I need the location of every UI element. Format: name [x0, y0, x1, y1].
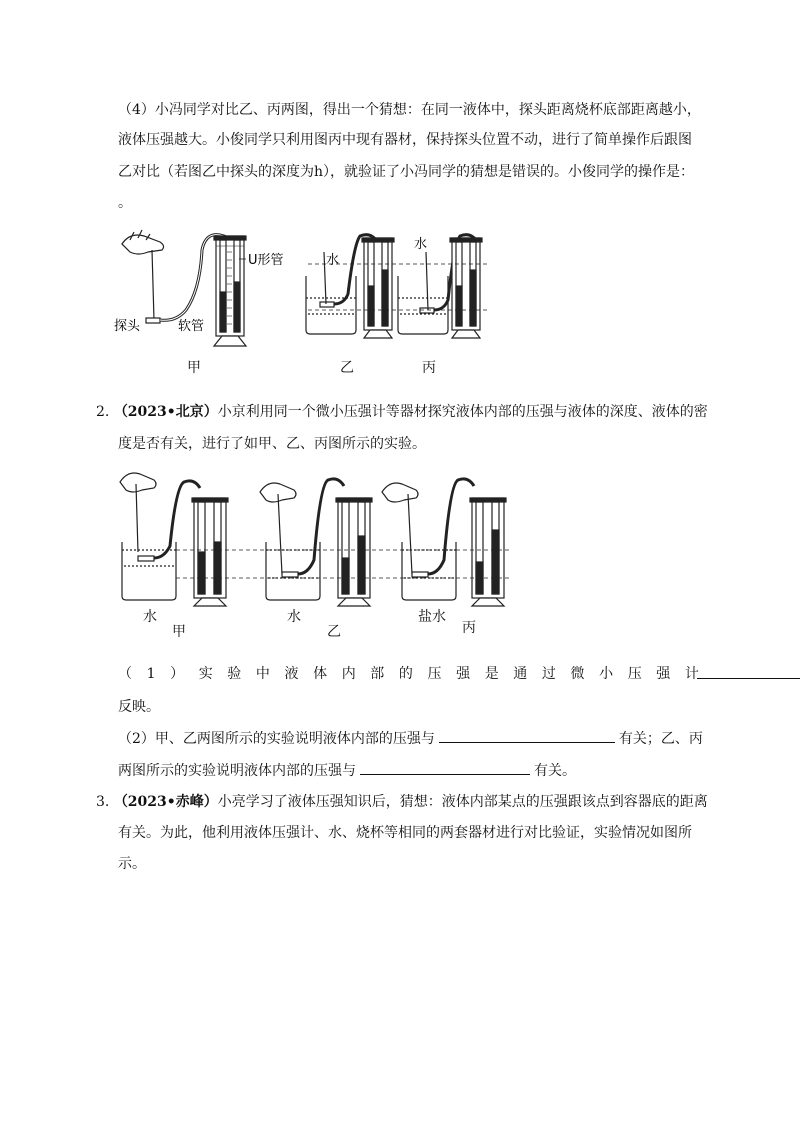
q2-part2-line2 — [118, 760, 576, 781]
q3-line1 — [96, 792, 708, 812]
fig1-label-water-c: 水 — [414, 237, 428, 252]
fig2-liquid-a: 水 — [143, 609, 157, 625]
q3-source: （2023•赤峰） — [113, 794, 218, 810]
q1-part4-line1: （4）小冯同学对比乙、丙两图，得出一个猜想：在同一液体中，探头距离烧杯底部距离越小， — [118, 102, 701, 118]
fig1-label-water-b: 水 — [326, 253, 340, 268]
q2-part2-c: 两图所示的实验说明液体内部的压强与 — [118, 763, 356, 779]
fig1-label-utube: U形管 — [248, 253, 284, 268]
q2-part1-end: 反映。 — [118, 699, 160, 715]
q3-stem-line1: 小亮学习了液体压强知识后，猜想：液体内部某点的压强跟该点到容器底的距离 — [217, 794, 708, 810]
q2-part2-line1 — [118, 728, 703, 749]
fig2-apparatus-a — [120, 473, 228, 606]
q1-part4-line4: 。 — [118, 195, 132, 211]
figure-2 — [112, 462, 532, 612]
fig2-liquid-c: 盐水 — [418, 609, 446, 625]
fig2-apparatus-c — [382, 479, 506, 606]
fig2-liquid-b: 水 — [287, 609, 301, 625]
q2-part2-d: 有关。 — [534, 763, 576, 779]
q2-part2-b: 有关；乙、丙 — [618, 731, 703, 747]
q3-number: 3. — [96, 794, 110, 810]
fig2-caption-b: 乙 — [327, 624, 341, 640]
fig1-label-hose: 软管 — [178, 319, 205, 334]
fig2-apparatus-b — [260, 479, 372, 606]
q1-part4-line2: 液体压强越大。小俊同学只利用图丙中现有器材，保持探头位置不动，进行了简单操作后跟图 — [118, 132, 692, 148]
fig2-caption-c: 丙 — [462, 620, 476, 636]
fig1-apparatus-b — [306, 235, 394, 338]
q2-line1 — [96, 402, 708, 422]
q1-part4-line3: 乙对比（若图乙中探头的深度为h），就验证了小冯同学的猜想是错误的。小俊同学的操作是： — [118, 164, 695, 180]
q2-part2-blank2[interactable] — [360, 760, 530, 775]
fig1-apparatus-c — [398, 235, 482, 338]
fig1-caption-a: 甲 — [187, 360, 201, 376]
q2-line2: 度是否有关，进行了如甲、乙、丙图所示的实验。 — [118, 436, 426, 452]
figure-1 — [108, 222, 508, 352]
q2-part1-blank[interactable] — [697, 664, 800, 679]
q2-source: （2023•北京） — [113, 404, 218, 420]
q3-line3: 示。 — [118, 856, 146, 872]
q3-line2: 有关。为此，他利用液体压强计、水、烧杯等相同的两套器材进行对比验证，实验情况如图所 — [118, 825, 692, 841]
fig2-caption-a: 甲 — [172, 624, 186, 640]
fig1-caption-c: 丙 — [422, 360, 436, 376]
fig1-caption-b: 乙 — [340, 360, 354, 376]
q2-part2-a: （2）甲、乙两图所示的实验说明液体内部的压强与 — [118, 731, 435, 747]
q2-part1-text: （1）实验中液体内部的压强是通过微小压强计 — [118, 666, 714, 682]
fig1-label-probe: 探头 — [114, 319, 141, 334]
q2-part2-blank1[interactable] — [439, 728, 615, 743]
q2-number: 2. — [96, 404, 110, 420]
q2-stem-line1: 小京利用同一个微小压强计等器材探究液体内部的压强与液体的深度、液体的密 — [217, 404, 708, 420]
